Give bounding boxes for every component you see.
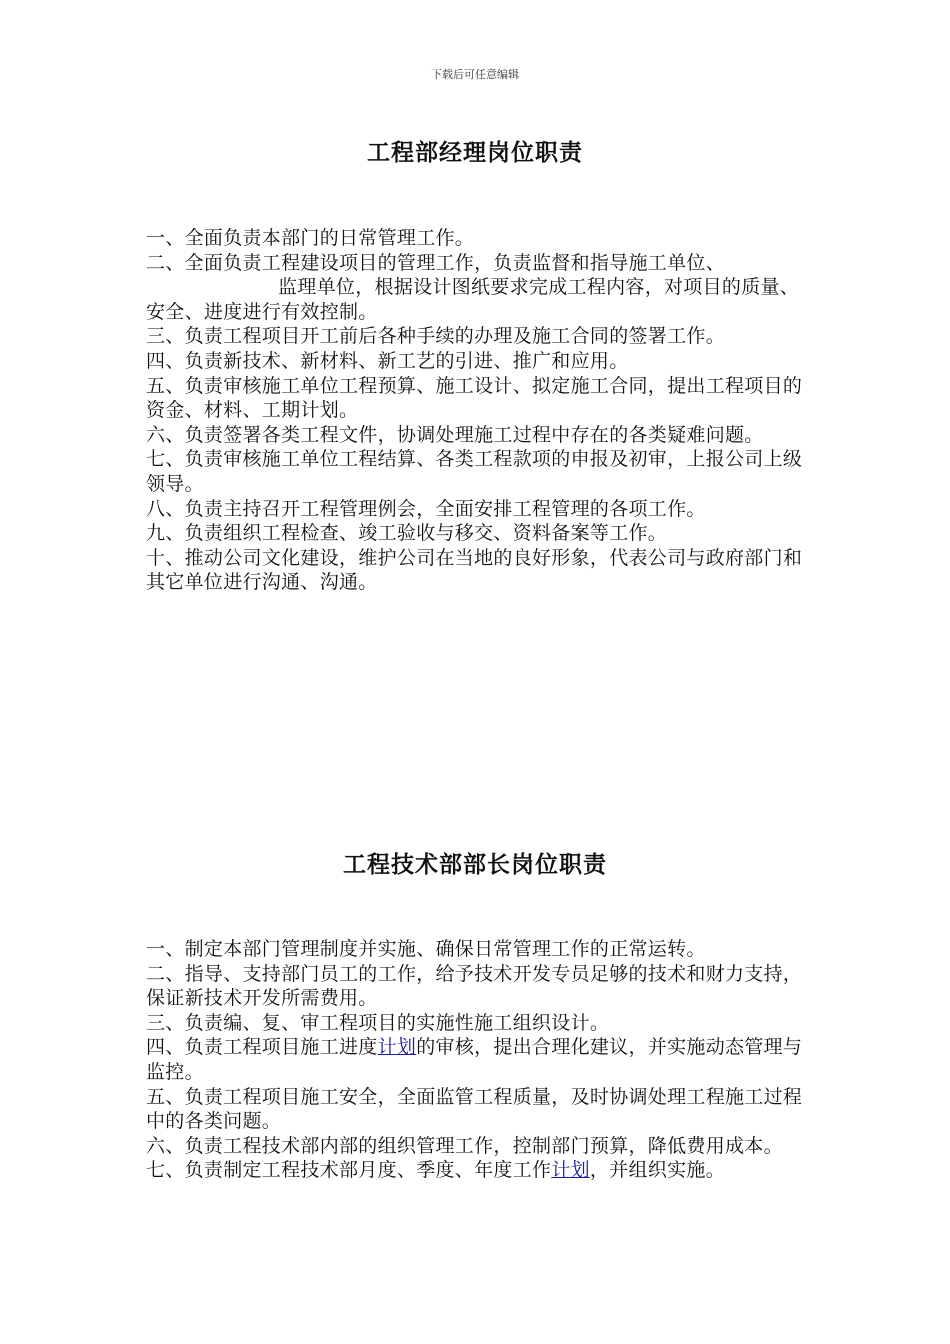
duty-item: 九、负责组织工程检查、竣工验收与移交、资料备案等工作。 (146, 522, 668, 545)
duty-item: 六、负责工程技术部内部的组织管理工作，控制部门预算，降低费用成本。 (146, 1134, 783, 1157)
section-title-tech-director: 工程技术部部长岗位职责 (343, 852, 607, 878)
duty-item-with-link (146, 1158, 810, 1183)
duty-item-with-link (146, 1035, 810, 1084)
plan-link[interactable]: 计划 (377, 1036, 417, 1059)
duty-item: 六、负责签署各类工程文件，协调处理施工过程中存在的各类疑难问题。 (146, 423, 764, 446)
duty-list-engineering-manager (146, 226, 810, 595)
duty-item: 八、负责主持召开工程管理例会，全面安排工程管理的各项工作。 (146, 497, 706, 520)
duty-item-text: 四、负责工程项目施工进度 (146, 1036, 378, 1059)
duty-item: 五、负责审核施工单位工程预算、施工设计、拟定施工合同，提出工程项目的资金、材料、工期计划。 (146, 374, 803, 422)
duty-item-text: 七、负责制定工程技术部月度、季度、年度工作 (146, 1159, 552, 1182)
duty-item: 一、全面负责本部门的日常管理工作。 (146, 227, 475, 249)
duty-item-text: 的审核，提出合理化建议，并实施动态管理与监控。 (146, 1036, 803, 1083)
duty-item: 二、全面负责工程建设项目的管理工作，负责监督和指导施工单位、 (146, 251, 726, 274)
duty-list-tech-director (146, 937, 810, 1183)
header-note: 下载后可任意编辑 (431, 68, 519, 81)
section-title-engineering-manager: 工程部经理岗位职责 (367, 140, 583, 166)
duty-item-text: 监理单位，根据设计图纸要求完成工程内容，对项目的质量、安全、进度进行有效控制。 (146, 276, 800, 323)
duty-item: 十、推动公司文化建设，维护公司在当地的良好形象，代表公司与政府部门和其它单位进行沟通、沟通。 (146, 546, 803, 594)
duty-item: 四、负责新技术、新材料、新工艺的引进、推广和应用。 (146, 349, 629, 372)
duty-item: 三、负责编、复、审工程项目的实施性施工组织设计。 (146, 1011, 610, 1034)
duty-item: 五、负责工程项目施工安全，全面监管工程质量，及时协调处理工程施工过程中的各类问题。 (146, 1085, 803, 1133)
duty-item: 二、指导、支持部门员工的工作，给予技术开发专员足够的技术和财力支持，保证新技术开发所需费用。 (146, 962, 803, 1010)
duty-item-continued (146, 275, 810, 324)
duty-item: 一、制定本部门管理制度并实施、确保日常管理工作的正常运转。 (146, 938, 706, 960)
plan-link[interactable]: 计划 (551, 1159, 590, 1182)
duty-item: 七、负责审核施工单位工程结算、各类工程款项的申报及初审，上报公司上级领导。 (146, 448, 803, 495)
duty-item: 三、负责工程项目开工前后各种手续的办理及施工合同的签署工作。 (146, 325, 726, 348)
duty-item-text: ，并组织实施。 (589, 1159, 726, 1182)
